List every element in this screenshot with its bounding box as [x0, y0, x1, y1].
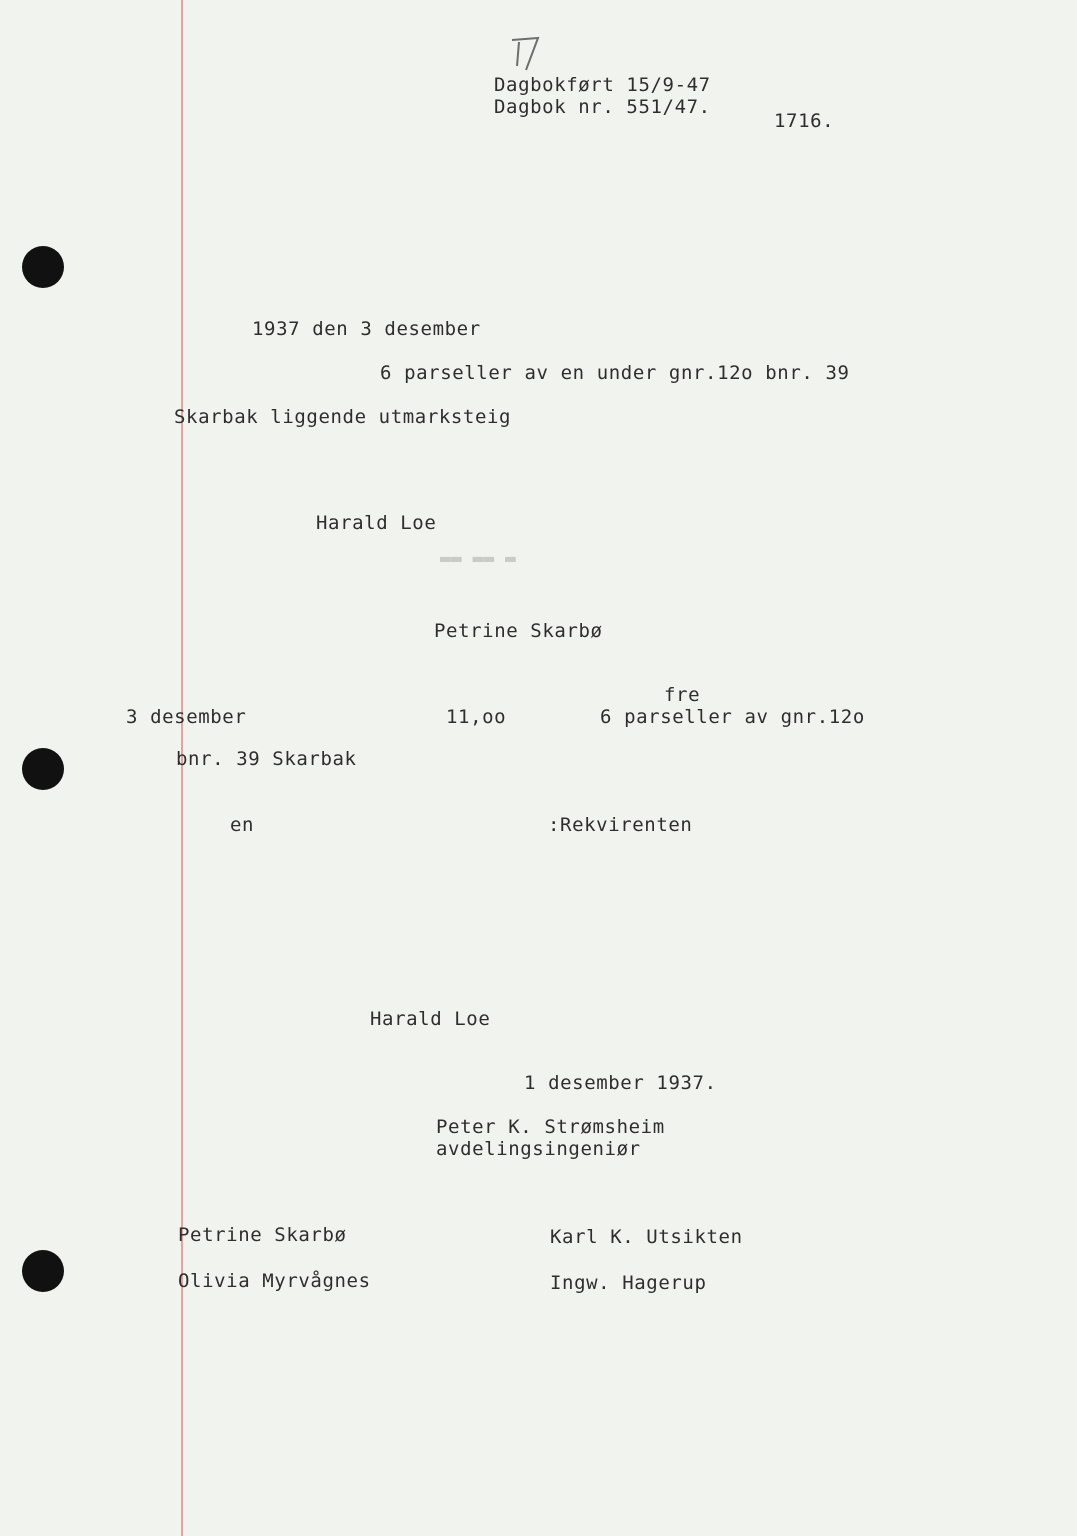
entry-description-cont: bnr. 39 Skarbak: [176, 748, 357, 770]
engineer-name: Peter K. Strømsheim: [436, 1116, 665, 1138]
en-label: en: [230, 814, 255, 836]
entry-description: 6 parseller av gnr.12o: [600, 706, 865, 728]
witness-left-1: Petrine Skarbø: [178, 1224, 347, 1246]
faded-stamp: ▬▬ ▬▬ ▬: [440, 548, 516, 569]
journal-entry-line: Dagbokført 15/9-47: [494, 74, 711, 96]
page-number: 1716.: [774, 110, 835, 132]
rekvirenten-label: :Rekvirenten: [548, 814, 693, 836]
party-name: Petrine Skarbø: [434, 620, 603, 642]
signature-date: 1 desember 1937.: [524, 1072, 717, 1094]
witness-left-2: Olivia Myrvågnes: [178, 1270, 371, 1292]
date-line: 1937 den 3 desember: [252, 318, 481, 340]
handwritten-seven-mark: [508, 34, 548, 74]
journal-number-line: Dagbok nr. 551/47.: [494, 96, 711, 118]
signer-name: Harald Loe: [370, 1008, 491, 1030]
party-name: Harald Loe: [316, 512, 437, 534]
punch-hole-icon: [22, 1250, 64, 1292]
location-line: Skarbak liggende utmarksteig: [174, 406, 512, 428]
witness-right-2: Ingw. Hagerup: [550, 1272, 707, 1294]
punch-hole-icon: [22, 246, 64, 288]
punch-hole-icon: [22, 748, 64, 790]
parcels-line: 6 parseller av en under gnr.12o bnr. 39: [380, 362, 850, 384]
witness-right-1: Karl K. Utsikten: [550, 1226, 743, 1248]
fre-label: fre: [664, 684, 701, 706]
entry-date: 3 desember: [126, 706, 247, 728]
engineer-title: avdelingsingeniør: [436, 1138, 641, 1160]
entry-amount: 11,oo: [446, 706, 507, 728]
